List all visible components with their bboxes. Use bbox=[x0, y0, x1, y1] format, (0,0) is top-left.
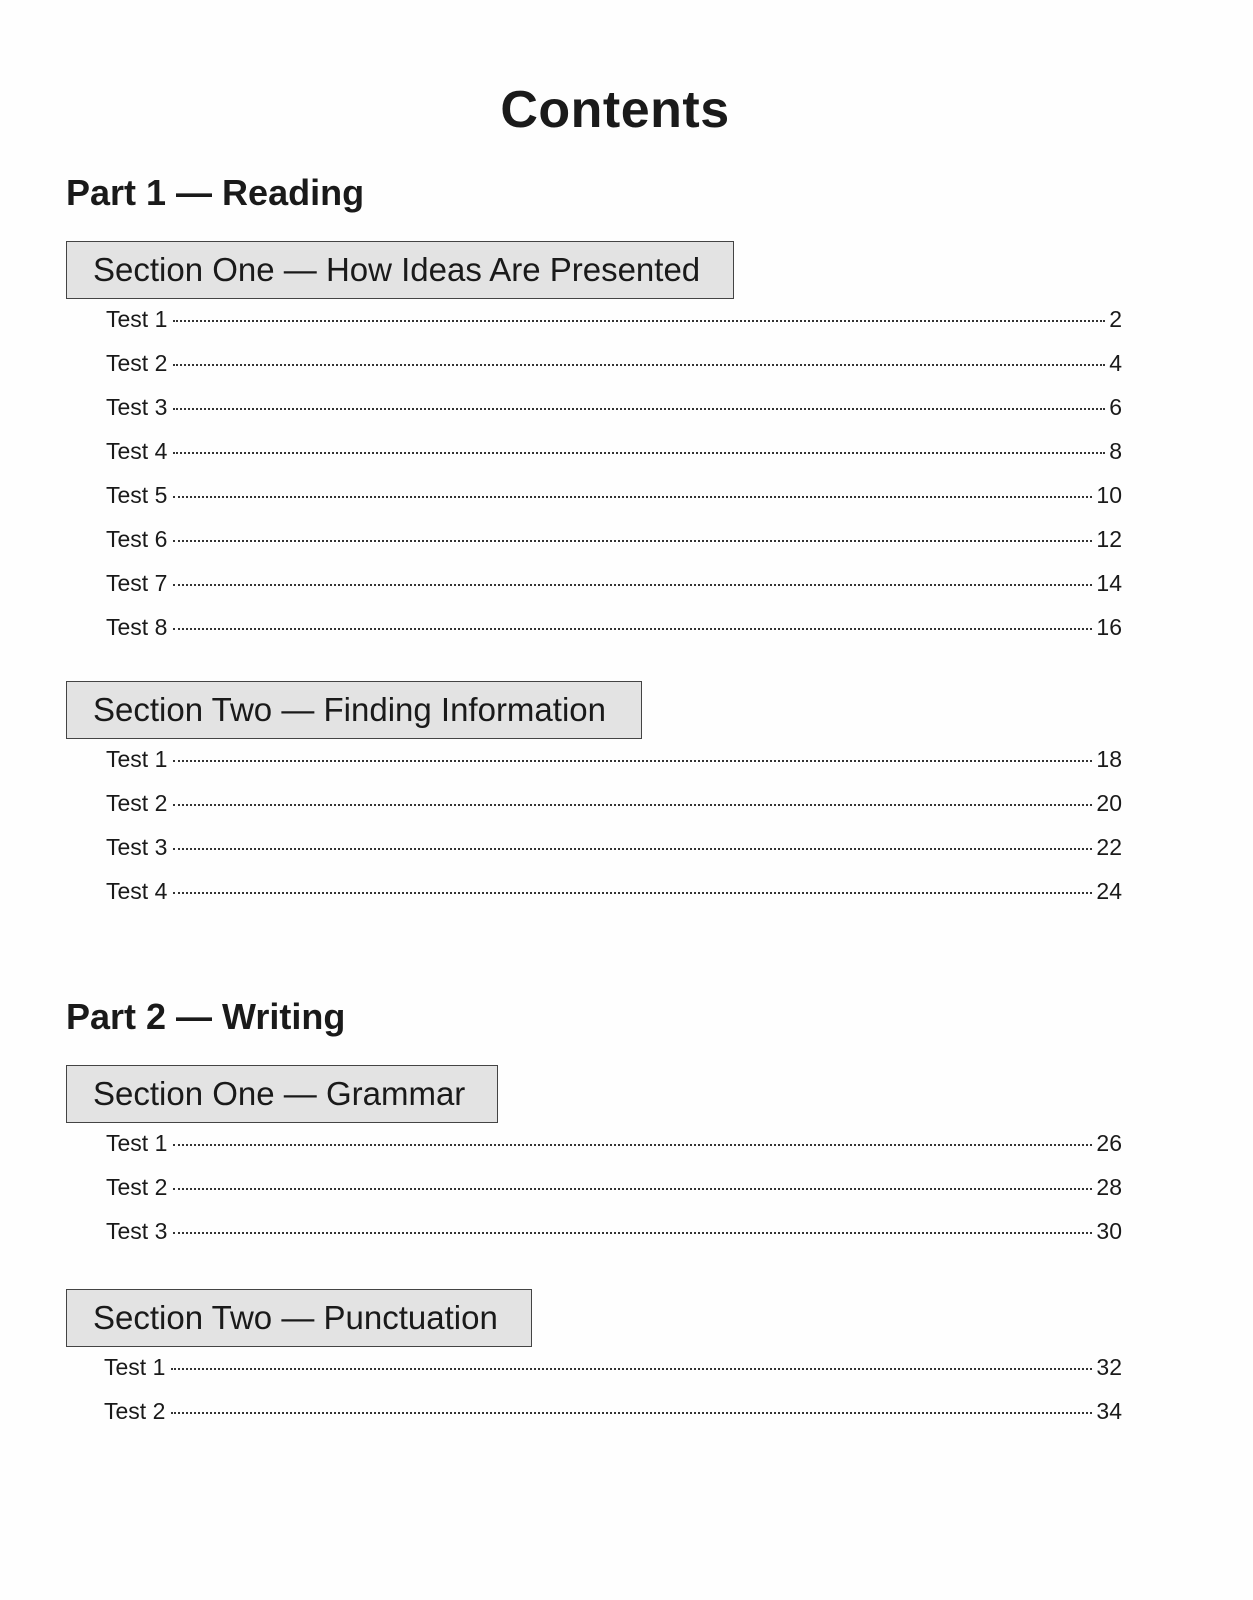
section-header-grammar: Section One — Grammar bbox=[66, 1065, 498, 1123]
section-header-finding-information: Section Two — Finding Information bbox=[66, 681, 642, 739]
toc-entry-label: Test 7 bbox=[106, 570, 168, 596]
toc-entry-page: 34 bbox=[1096, 1398, 1122, 1424]
dot-leader bbox=[173, 1232, 1092, 1234]
toc-entry-page: 16 bbox=[1096, 614, 1122, 640]
dot-leader bbox=[173, 848, 1092, 850]
toc-entry-page: 26 bbox=[1096, 1130, 1122, 1156]
toc-entry-page: 24 bbox=[1096, 878, 1122, 904]
toc-entry-label: Test 3 bbox=[106, 394, 168, 420]
dot-leader bbox=[171, 1368, 1092, 1370]
dot-leader bbox=[173, 584, 1092, 586]
toc-entry-page: 20 bbox=[1096, 790, 1122, 816]
toc-entry[interactable] bbox=[106, 1218, 1122, 1262]
toc-entry-page: 18 bbox=[1096, 746, 1122, 772]
toc-entry[interactable] bbox=[104, 1398, 1122, 1442]
toc-list-how-ideas-are-presented bbox=[106, 306, 1122, 658]
toc-entry-page: 22 bbox=[1096, 834, 1122, 860]
toc-entry-page: 10 bbox=[1096, 482, 1122, 508]
dot-leader bbox=[173, 1188, 1092, 1190]
toc-entry-label: Test 8 bbox=[106, 614, 168, 640]
dot-leader bbox=[171, 1412, 1092, 1414]
toc-entry-label: Test 4 bbox=[106, 438, 168, 464]
toc-entry[interactable] bbox=[106, 614, 1122, 658]
part-heading-writing: Part 2 — Writing bbox=[66, 996, 346, 1037]
toc-entry-page: 30 bbox=[1096, 1218, 1122, 1244]
page-title: Contents bbox=[500, 81, 730, 139]
dot-leader bbox=[173, 320, 1105, 322]
toc-list-punctuation bbox=[104, 1354, 1122, 1442]
dot-leader bbox=[173, 760, 1092, 762]
toc-entry[interactable] bbox=[106, 350, 1122, 394]
toc-entry[interactable] bbox=[106, 746, 1122, 790]
dot-leader bbox=[173, 628, 1092, 630]
toc-entry[interactable] bbox=[106, 834, 1122, 878]
toc-entry-page: 28 bbox=[1096, 1174, 1122, 1200]
toc-entry-label: Test 4 bbox=[106, 878, 168, 904]
toc-entry-label: Test 6 bbox=[106, 526, 168, 552]
toc-entry[interactable] bbox=[106, 1130, 1122, 1174]
toc-entry-label: Test 2 bbox=[106, 350, 168, 376]
dot-leader bbox=[173, 496, 1092, 498]
toc-entry-label: Test 3 bbox=[106, 834, 168, 860]
toc-entry-label: Test 2 bbox=[104, 1398, 166, 1424]
dot-leader bbox=[173, 1144, 1092, 1146]
toc-entry-page: 32 bbox=[1096, 1354, 1122, 1380]
toc-entry-label: Test 1 bbox=[106, 746, 168, 772]
dot-leader bbox=[173, 804, 1092, 806]
toc-entry-label: Test 5 bbox=[106, 482, 168, 508]
toc-entry[interactable] bbox=[106, 1174, 1122, 1218]
toc-entry[interactable] bbox=[106, 438, 1122, 482]
toc-entry[interactable] bbox=[104, 1354, 1122, 1398]
toc-entry-page: 4 bbox=[1109, 350, 1122, 376]
toc-entry-page: 12 bbox=[1096, 526, 1122, 552]
toc-entry[interactable] bbox=[106, 790, 1122, 834]
toc-entry-page: 14 bbox=[1096, 570, 1122, 596]
toc-list-finding-information bbox=[106, 746, 1122, 922]
toc-entry-label: Test 1 bbox=[106, 306, 168, 332]
dot-leader bbox=[173, 892, 1092, 894]
toc-entry-page: 6 bbox=[1109, 394, 1122, 420]
dot-leader bbox=[173, 540, 1092, 542]
toc-entry-label: Test 2 bbox=[106, 1174, 168, 1200]
toc-entry[interactable] bbox=[106, 878, 1122, 922]
toc-entry-label: Test 1 bbox=[106, 1130, 168, 1156]
toc-entry-label: Test 3 bbox=[106, 1218, 168, 1244]
toc-entry-label: Test 2 bbox=[106, 790, 168, 816]
toc-entry[interactable] bbox=[106, 482, 1122, 526]
section-header-how-ideas-are-presented: Section One — How Ideas Are Presented bbox=[66, 241, 734, 299]
toc-entry-label: Test 1 bbox=[104, 1354, 166, 1380]
toc-entry[interactable] bbox=[106, 570, 1122, 614]
section-header-punctuation: Section Two — Punctuation bbox=[66, 1289, 532, 1347]
toc-entry-page: 2 bbox=[1109, 306, 1122, 332]
toc-entry-page: 8 bbox=[1109, 438, 1122, 464]
toc-list-grammar bbox=[106, 1130, 1122, 1262]
dot-leader bbox=[173, 452, 1105, 454]
toc-entry[interactable] bbox=[106, 394, 1122, 438]
part-heading-reading: Part 1 — Reading bbox=[66, 172, 365, 213]
toc-entry[interactable] bbox=[106, 306, 1122, 350]
dot-leader bbox=[173, 408, 1105, 410]
toc-entry[interactable] bbox=[106, 526, 1122, 570]
dot-leader bbox=[173, 364, 1105, 366]
